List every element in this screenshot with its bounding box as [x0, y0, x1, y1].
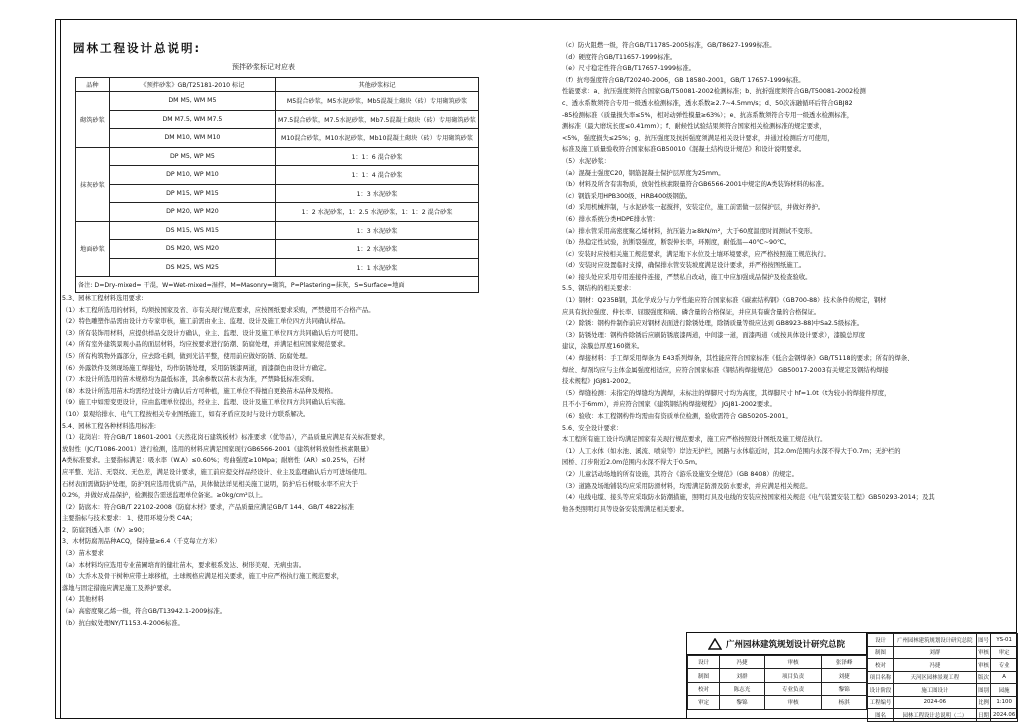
note-line: 3、木材防腐剂品种ACQ，保持量≥6.4（千克每立方米） [62, 538, 221, 546]
signature-row [688, 682, 867, 695]
note-line: -85检测标准（质量损失率≤5%，相对动弹性模量≥63%）；e、抗冻系数须符合专用一级透水检测标准， [562, 111, 854, 119]
info-cell: 1:100 [991, 696, 1018, 709]
note-line: 5.5、钢结构的相关要求： [562, 285, 635, 293]
note-line: （5）焊缝检测：未指定的焊缝均为满焊，未标注的焊脚尺寸均为高度，其焊脚尺寸 hf=1.0t（t为较小的焊接件厚度， [562, 389, 891, 397]
table-header-cell: 其他砂浆标记 [276, 78, 479, 92]
mortar-equivalent-cell: M5混合砂浆，M5水泥砂浆，Mb5混凝土砌块（砖）专用砌筑砂浆 [276, 92, 479, 111]
note-line: 0.2%，并做好成品保护，检测报告需送监理单位备案。≥0kg/cm²以上。 [62, 492, 267, 500]
note-line: （f）抗弯强度符合GB/T20240-2006，GB 18580-2001，GB/T 17657-1999标准。 [562, 76, 805, 84]
note-line: （1）人工水体（如水池、溪流、喷泉等）岸边无护栏，园路与水体临近时，其2.0m范围内水深不得大于0.7m；无护栏的 [562, 447, 901, 455]
drawing-info-table [867, 633, 1018, 722]
note-line: （e）接头处应采用专用连接件连接，严禁私自改动，施工中应加强成品保护及检查验收。 [562, 273, 812, 281]
note-line: （a）本材料均应选用专业苗圃培育的健壮苗木，要求根系发达、树形美观、无病虫害。 [62, 561, 306, 569]
signature-cell: 黎锦 [720, 696, 765, 709]
note-line: 2、防腐剂透入率（Ⅳ）≥90； [62, 526, 149, 534]
note-line: （a）高密度聚乙烯一级，符合GB/T13942.1-2009标准。 [62, 608, 227, 616]
mortar-code-cell: DM M7.5, WM M7.5 [109, 110, 275, 129]
table-title: 预拌砂浆标记对应表 [232, 63, 295, 71]
info-cell: 园施 [991, 684, 1018, 697]
note-line: 建议，涂膜总厚度160微米。 [562, 343, 644, 351]
info-row [868, 646, 1018, 659]
note-line: 落地与固定措施应满足施工及养护要求。 [62, 584, 176, 592]
mortar-equivalent-cell: M7.5混合砂浆，M7.5水泥砂浆，Mb7.5混凝土砌块（砖）专用砌筑砂浆 [276, 110, 479, 129]
info-row [868, 659, 1018, 672]
note-line: （2）除锈：钢构件制作前应对钢材表面进行除锈处理，除锈质量等级应达到 GB8923-88)中Sa2.5级标准。 [562, 320, 864, 328]
binding-margin [56, 20, 61, 718]
mortar-code-cell: DS M20, WS M20 [109, 240, 275, 259]
info-cell: 专业 [991, 659, 1018, 672]
info-cell: 冯捷 [893, 659, 976, 672]
note-line: （10）景观给排水、电气工程按相关专业图纸施工，如有矛盾应及时与设计方联系解决。 [62, 410, 310, 418]
table-row [76, 203, 479, 222]
note-line: 石材表面需做防护处理，防护剂应选用优质产品，具体做法详见相关施工说明，防护后石材吸水率不应大于 [62, 480, 358, 488]
note-line: （3）防锈处理：钢构件除锈后应刷防锈底漆两道，中间漆一道，面漆两道（或按具体设计要求），漆膜总厚度 [562, 331, 866, 339]
company-logo [687, 633, 867, 655]
mortar-equivalent-cell: 1：2 水泥砂浆，1：2.5 水泥砂浆，1：1：2 混合砂浆 [276, 203, 479, 222]
page-title: 园林工程设计总说明: [73, 41, 202, 55]
signature-cell: 黎锦 [822, 682, 867, 695]
mortar-code-cell: DP M10, WP M10 [109, 166, 275, 185]
info-cell: 日期 [976, 709, 991, 722]
note-line: 主要指标与技术要求： 1、使用环境分类 C4A； [62, 515, 197, 523]
note-line: （2）防腐木：符合GB/T 22102-2008《防腐木材》要求，产品质量应满足GB/T 144、GB/T 4822标准 [62, 503, 354, 511]
info-cell: 2024.06 [991, 709, 1018, 722]
note-line: 技术规程》JGJ81-2002。 [562, 378, 635, 386]
info-cell: 审核 [976, 659, 991, 672]
table-row [76, 258, 479, 277]
note-line: （2）特色雕塑作品需由设计方专家审核，施工前需由业主、监理、设计及施工单位四方共同确认样品。 [62, 318, 350, 326]
table-row [76, 240, 479, 259]
info-cell: 工程编号 [868, 696, 894, 709]
note-line: （3）道路及场地铺装均应采用防滑材料，均需满足防滑及防水要求，并应满足相关规范。 [562, 482, 812, 490]
title-block [686, 632, 1017, 719]
note-line: 他各类照明灯具等设备安装需满足相关要求。 [562, 505, 688, 513]
note-line: （6）排水系统分类HDPE排水管： [562, 215, 659, 223]
note-line: （b）大乔木及骨干树种应带土球移植，土球规格应满足相关要求，施工中应严格执行施工规范要求， [62, 573, 344, 581]
info-row [868, 634, 1018, 647]
group-name-cell: 抹灰砂浆 [76, 147, 110, 221]
note-line: （c）安装时应按相关施工规范要求，满足地下水位及土壤环境要求，应严格按照施工规范执行。 [562, 250, 830, 258]
right-notes [562, 40, 1014, 515]
info-row [868, 671, 1018, 684]
note-line: （d）安装时应设置临时支撑，确保排水管安装坡度满足设计要求，并严格按图纸施工。 [562, 262, 806, 270]
note-line: 5.6、安全设计要求： [562, 424, 623, 432]
note-line: （c）防火阻燃一级，符合GB/T11785-2005标准，GB/T8627-1999标准。 [562, 42, 776, 49]
info-cell: 比例 [976, 696, 991, 709]
note-line: c、透水系数须符合专用一级透水检测标准，透水系数≥2.7~4.5mm/s；d、50次冻融循环后符合GBJ82 [562, 99, 853, 107]
note-line: （1）本工程所选用的材料，均须按国家及省、市有关现行规范要求，应按图纸要求采购，严禁使用不合格产品。 [62, 306, 375, 314]
left-notes [62, 293, 487, 629]
info-cell: 制图 [868, 646, 894, 659]
table-row [76, 184, 479, 203]
signature-cell: 设计 [688, 656, 720, 669]
info-cell: A [991, 671, 1018, 684]
note-line: （4）所有室外建筑景观小品的面层材料，均应按要求进行防潮、防腐处理，并满足相应国家规范要求。 [62, 341, 350, 349]
mortar-code-cell: DS M25, WS M25 [109, 258, 275, 277]
signature-cell: 陈志光 [720, 682, 765, 695]
note-line: （b）材料及所含有害物质，放射性核素限量符合GB6566-2001中规定的A类装饰材料的标准。 [562, 181, 828, 189]
note-line: （8）本设计所选用苗木均需经过设计方确认后方可种植，施工单位不得擅自更换苗木品种及规格。 [62, 387, 337, 395]
mortar-code-cell: DP M20, WP M20 [109, 203, 275, 222]
mortar-equivalent-cell: 1：1：4 混合砂浆 [276, 166, 479, 185]
note-line: 测标准（最大磨坑长度≤0.41mm）；f、耐候性试验结果须符合国家相关检测标准的规定要求， [562, 123, 826, 131]
note-line: 应平整、光洁、无裂纹、无色差，满足设计要求，施工前应提交样品经设计、业主及监理确认后方可进场使用。 [62, 468, 371, 476]
note-line: （1）钢材：Q235B钢，其化学成分与力学性能应符合国家标准《碳素结构钢》（GB700-88）技术条件的规定，钢材 [562, 297, 887, 305]
signature-cell: 审定 [688, 696, 720, 709]
signature-cell: 制图 [688, 669, 720, 682]
mortar-table [75, 77, 479, 293]
mortar-equivalent-cell: 1：1 水泥砂浆 [276, 258, 479, 277]
signature-cell: 审核 [764, 656, 821, 669]
signature-cell: 项目负责 [764, 669, 821, 682]
company-name: 广州园林建筑规划设计研究总院 [725, 639, 845, 650]
note-line: （1）花岗岩：符合GB/T 18601-2001《天然花岗石建筑板材》标准要求（优等品），产品质量应满足有关标准要求， [62, 434, 390, 442]
note-line: 5.4、园林工程各种材料选用标准: [62, 422, 156, 430]
note-line: 放射性（JC/T1086-2001）进行检测，选用的材料应满足国家现行GB6566-2001《建筑材料放射性核素限量》 [62, 445, 373, 453]
signature-row [688, 656, 867, 669]
note-line: （2）儿童活动场地的所有设施，其符合《游乐设施安全规范》（GB 8408）的规定。 [562, 470, 798, 478]
info-row [868, 684, 1018, 697]
signature-cell: 杨淇 [822, 696, 867, 709]
info-cell: 项目名称 [868, 671, 894, 684]
note-line: （7）本设计所选用的苗木规格均为最低标准，其余参数以苗木表为准，严禁降低标准采购。 [62, 376, 318, 384]
note-line: （a）混凝土强度C20，钢筋混凝土保护层厚度为25mm。 [562, 169, 725, 177]
signature-cell: 校对 [688, 682, 720, 695]
note-line: （5）所有构筑物外露部分，应去除毛刺，做到光洁平整，使用前应做好防锈、防腐处理。 [62, 352, 312, 360]
note-line: 应具有抗拉强度、伸长率、屈服强度和硫、磷含量的合格保证，并应具有碳含量的合格保证。 [562, 308, 821, 316]
group-name-cell: 地面砂浆 [76, 221, 110, 277]
info-cell: 校对 [868, 659, 894, 672]
note-line: 本工程所有施工设计均满足国家有关现行规范要求，施工应严格按照设计图纸及施工规范执行。 [562, 436, 827, 444]
table-header-row [76, 78, 479, 92]
table-row [76, 221, 479, 240]
mortar-equivalent-cell: M10混合砂浆，M10水泥砂浆，Mb10混凝土砌块（砖）专用砌筑砂浆 [276, 129, 479, 148]
mortar-equivalent-cell: 1：2 水泥砂浆 [276, 240, 479, 259]
signature-row [688, 696, 867, 709]
info-cell: 2024-06 [893, 696, 976, 709]
info-cell: 图别 [976, 684, 991, 697]
note-line: A类标准要求。主要指标满足：吸水率（W.A）≤0.60%；弯曲强度≥10Mpa；耐磨性（AR）≤0.25%，石材 [62, 457, 366, 465]
signature-cell: 张泽峰 [822, 656, 867, 669]
signature-cell: 专业负责 [764, 682, 821, 695]
table-row [76, 166, 479, 185]
mortar-code-cell: DM M5, WM M5 [109, 92, 275, 111]
info-row [868, 696, 1018, 709]
note-line: （3）苗木要求 [62, 550, 104, 558]
table-header-cell: 《预拌砂浆》GB/T25181-2010 标记 [109, 78, 275, 92]
note-line: （6）外露铁件及须现场施工焊接处，均作防锈处理，采用防锈漆两道，面漆颜色由设计方确定。 [62, 364, 331, 372]
table-row [76, 129, 479, 148]
table-note: 备注: D=Dry-mixed= 干混，W=Wet-mixed=湿拌，M=Masonry=砌筑，P=Plastering=抹灰，S=Surface=地面 [76, 277, 479, 293]
signature-cell: 冯捷 [720, 656, 765, 669]
info-cell: 图号 [976, 634, 991, 647]
info-cell: YS-01 [991, 634, 1018, 647]
note-line: （b）抗白蚁处理NY/T1153.4-2006标准。 [62, 619, 184, 627]
mortar-equivalent-cell: 1：3 水泥砂浆 [276, 221, 479, 240]
note-line: 性能要求：a、抗压强度须符合国家GB/T50081-2002检测标准；b、抗折强度须符合GB/T50081-2002检测 [562, 88, 866, 96]
note-line: 标准及施工质量验收符合国家标准GB50010《混凝土结构设计规范》和设计说明要求。 [562, 146, 806, 154]
note-line: 且不小于6mm），并应符合国家《建筑钢结构焊接规程》 JGJ81-2002要求。 [562, 401, 776, 409]
info-cell: 天河区园林景观工程 [893, 671, 976, 684]
mortar-code-cell: DS M15, WS M15 [109, 221, 275, 240]
note-line: 园桥、汀步附近2.0m范围内水深不得大于0.5m。 [562, 459, 702, 467]
mortar-code-cell: DP M5, WP M5 [109, 147, 275, 166]
mortar-equivalent-cell: 1：3 水泥砂浆 [276, 184, 479, 203]
table-note-row [76, 277, 479, 293]
mortar-code-cell: DP M15, WP M15 [109, 184, 275, 203]
info-cell: 设计 [868, 634, 894, 647]
company-logo-icon [708, 638, 722, 650]
info-cell: 施工图设计 [893, 684, 976, 697]
note-line: （b）热稳定性试验，抗断裂强度，断裂伸长率，环刚度，耐低温—40℃~90℃。 [562, 239, 791, 247]
note-line: （5）水泥砂浆： [562, 157, 611, 165]
note-line: （9）施工中如需变更设计，应由监理单位提出，经业主、监理、设计及施工单位四方共同确认后实施。 [62, 399, 350, 407]
note-line: （6）验收：本工程钢构件均需由有资质单位检测，验收需符合 GB50205-2001。 [562, 413, 792, 420]
info-cell: 图名 [868, 709, 894, 722]
info-cell: 设计阶段 [868, 684, 894, 697]
signature-cell: 审核 [764, 696, 821, 709]
signature-cell: 刘捷 [822, 669, 867, 682]
mortar-code-cell: DM M10, WM M10 [109, 129, 275, 148]
info-row [868, 709, 1018, 722]
table-row [76, 92, 479, 111]
note-line: （d）采用机械拌制，与水泥砂浆一起搅拌，安装定位，施工前需做一层保护层，并做好养护。 [562, 204, 825, 212]
info-cell: 审核 [976, 646, 991, 659]
mortar-equivalent-cell: 1：1：6 混合砂浆 [276, 147, 479, 166]
note-line: （a）排水管采用高密度聚乙烯材料，抗压能力≥8kN/m²，大于60度温度时间测试不变形。 [562, 227, 817, 235]
signature-row [688, 669, 867, 682]
note-line: （4）其他材料 [62, 596, 104, 604]
info-cell: 版次 [976, 671, 991, 684]
note-line: （4）电线电缆、接头等应采取防水防潮措施，照明灯具及电线的安装应按国家相关规范《电气装置安装工程》GB50293-2014；及其 [562, 494, 935, 502]
signature-cell: 刘群 [720, 669, 765, 682]
info-cell: 刘群 [893, 646, 976, 659]
note-line: 5.3、园林工程材料选用要求: [62, 295, 144, 302]
note-line: <5%，强度损失≤25%；g、抗压强度及抗折强度须满足相关设计要求，并通过检测后方可使用， [562, 134, 834, 142]
table-header-cell: 品种 [76, 78, 110, 92]
table-row [76, 147, 479, 166]
group-name-cell: 砌筑砂浆 [76, 92, 110, 148]
note-line: （d）硬度符合GB/T11657-1999标准。 [562, 53, 677, 61]
info-cell: 广州园林建筑规划设计研究总院 [893, 634, 976, 647]
info-cell: 审定 [991, 646, 1018, 659]
signature-table [687, 655, 867, 710]
table-row [76, 110, 479, 129]
note-line: 焊丝、焊剂均应与主体金属强度相适应，应符合国家标准《钢结构焊接规范》 GB50017-2003有关规定及钢结构焊接 [562, 366, 889, 374]
note-line: （3）所有装饰用材料，应提供样品交设计方确认，业主、监理、设计及施工单位四方共同确认后方可使用。 [62, 329, 362, 337]
note-line: （e）尺寸稳定性符合GB/T17657-1999标准。 [562, 65, 695, 73]
note-line: （4）焊接材料：手工焊采用焊条为 E43系列焊条，其性能应符合国家标准《低合金钢焊条》GB/T5118的要求；所有的焊条、 [562, 355, 914, 363]
note-line: （c）钢筋采用HPB300级、HRB400级钢筋。 [562, 192, 692, 200]
info-cell: 园林工程设计总说明（二） [893, 709, 976, 722]
